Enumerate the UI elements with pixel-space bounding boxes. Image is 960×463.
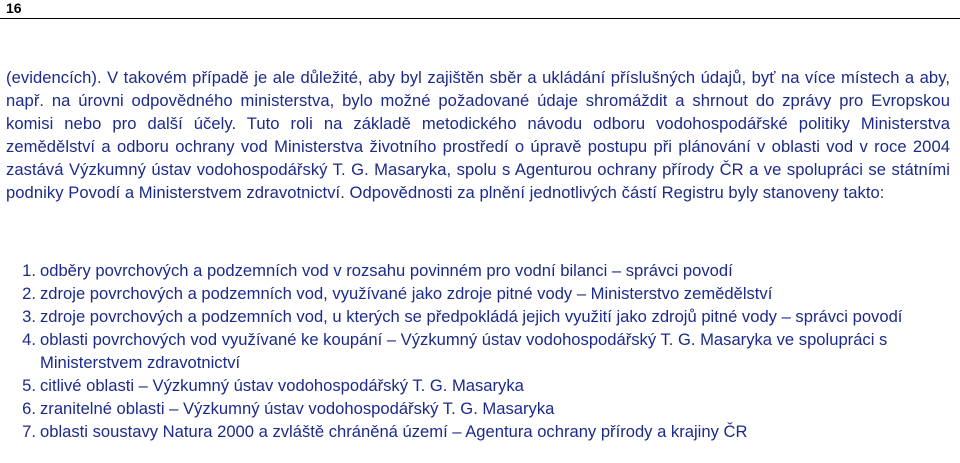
- header-rule: [0, 18, 960, 19]
- list-item-text: zdroje povrchových a podzemních vod, využívané jako zdroje pitné vody – Ministerstvo zemědělství: [40, 284, 773, 303]
- list-item: [6, 282, 950, 305]
- body-paragraph-block: [6, 66, 950, 204]
- list-item-number: 6.: [22, 399, 36, 418]
- body-paragraph: (evidencích). V takovém případě je ale důležité, aby byl zajištěn sběr a ukládání příslušných údajů, byť na více místech a aby, např. na úrovni odpovědného ministerstva, bylo možné požadované údaje shromáždit a shrnout do zprávy pro Evropskou komisi nebo pro další účely. Tuto roli na základě metodického návodu odboru vodohospodářské politiky Ministerstva zemědělství a odboru ochrany vod Ministerstva životního prostředí o úpravě postupu při plánování v oblasti vod v roce 2004 zastává Výzkumný ústav vodohospodářský T. G. Masaryka, spolu s Agenturou ochrany přírody ČR a ve spolupráci se státními podniky Povodí a Ministerstvem zdravotnictví. Odpovědnosti za plnění jednotlivých částí Registru byly stanoveny takto:: [6, 68, 950, 202]
- list-item: [6, 420, 950, 443]
- list-item: [6, 305, 950, 328]
- list-item-number: 4.: [22, 330, 36, 349]
- list-item-number: 2.: [22, 284, 36, 303]
- list-item: [6, 374, 950, 397]
- list-item: [6, 397, 950, 420]
- list-item-number: 1.: [22, 261, 36, 280]
- list-item-text: odběry povrchových a podzemních vod v rozsahu povinném pro vodní bilanci – správci povodí: [40, 261, 733, 280]
- list-item-text: oblasti povrchových vod využívané ke koupání – Výzkumný ústav vodohospodářský T. G. Masaryka ve spolupráci s Ministerstvem zdravotnictví: [40, 330, 888, 372]
- list-item-text: citlivé oblasti – Výzkumný ústav vodohospodářský T. G. Masaryka: [40, 376, 524, 395]
- list-item-text: oblasti soustavy Natura 2000 a zvláště chráněná území – Agentura ochrany přírody a krajiny ČR: [40, 422, 748, 441]
- list-item-number: 5.: [22, 376, 36, 395]
- page-number: 16: [6, 0, 22, 16]
- list-item-text: zdroje povrchových a podzemních vod, u kterých se předpokládá jejich využití jako zdrojů pitné vody – správci povodí: [40, 307, 903, 326]
- list-item: [6, 328, 950, 374]
- list-item: [6, 259, 950, 282]
- responsibility-list: [6, 259, 950, 443]
- list-item-number: 3.: [22, 307, 36, 326]
- list-item-number: 7.: [22, 422, 36, 441]
- list-item-text: zranitelné oblasti – Výzkumný ústav vodohospodářský T. G. Masaryka: [40, 399, 555, 418]
